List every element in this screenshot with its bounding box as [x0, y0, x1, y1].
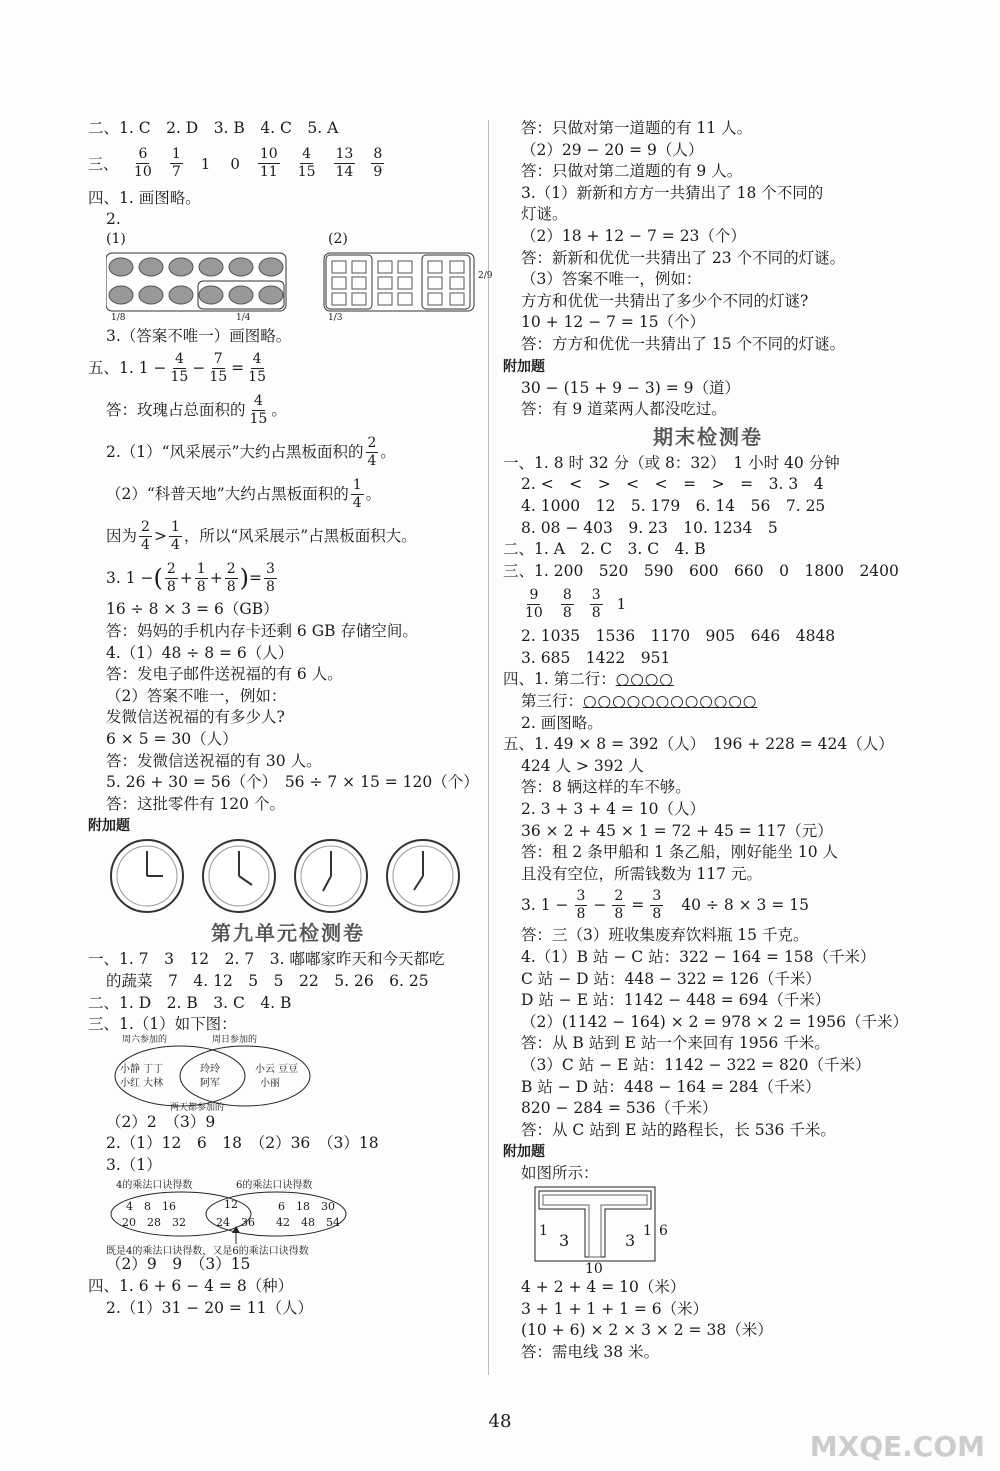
answer-line: 五、1. 49 × 8 = 392（人） 196 + 228 = 424（人） [503, 735, 894, 754]
answer-line: 二、1. A 2. C 3. C 4. B [503, 540, 706, 559]
answer-line: 答：玫瑰占总面积的 $\frac{4}{15}$ 。 [106, 392, 287, 427]
answer-line: 2.（1）12 6 18 （2）36 （3）18 [106, 1134, 379, 1153]
answer-line: 二、1. C 2. D 3. B 4. C 5. A [88, 119, 339, 137]
fraction: $\frac{9}{10}$ [525, 586, 543, 621]
answer-line: 5. 26 + 30 = 56（个） 56 ÷ 7 × 15 = 120（个） [106, 773, 479, 792]
answer-line: 答：这批零件有 120 个。 [106, 794, 285, 813]
section-heading: 附加题 [88, 818, 130, 835]
muffin-cup-diagram [106, 231, 486, 326]
fraction: $\frac{1}{4}$ [352, 476, 362, 511]
answer-line: 6 × 5 = 30（人） [106, 729, 238, 748]
answer-line: 30 − (15 + 9 − 3) = 9（道） [521, 378, 740, 397]
fraction: $\frac{8}{9}$ [373, 146, 383, 181]
answer-line: 四、1. 6 + 6 − 4 = 8（种） [88, 1277, 294, 1296]
fraction: $\frac{4}{15}$ [249, 392, 268, 427]
section-heading: 附加题 [503, 1144, 545, 1161]
answer-line: 8. 08 − 403 9. 23 10. 1234 5 [521, 518, 778, 537]
equation-line: 3. 1 − ( $\frac{2}{8}$ + $\frac{1}{8}$ + $\frac{2}{8}$ ) = $\frac{3}{8}$ [106, 560, 275, 595]
fraction: $\frac{3}{8}$ [266, 560, 275, 595]
fraction-row: $\frac{9}{10}$ $\frac{8}{8}$ $\frac{3}{8}$ 1 [525, 586, 627, 621]
answer-line: 灯谜。 [521, 205, 568, 224]
right-column [503, 118, 913, 1363]
answer-line: 2. < < > < < = > = 3. 3 4 [521, 475, 824, 494]
answer-line: 16 ÷ 8 × 3 = 6（GB） [106, 600, 279, 619]
answer-line: 答：8 辆这样的车不够。 [521, 778, 691, 797]
answer-line: 820 − 284 = 536（千米） [521, 1099, 718, 1118]
fraction: $\frac{2}{8}$ [166, 560, 176, 595]
answer-line: 四、1. 画图略。 [88, 188, 201, 207]
fraction: $\frac{1}{4}$ [170, 518, 180, 553]
answer-line: 答：只做对第二道题的有 9 人。 [521, 162, 743, 181]
answer-line: 2. 3 + 3 + 4 = 10（人） [521, 800, 706, 819]
answer-line: 2. 画图略。 [521, 713, 603, 732]
answer-line: 4.（1）B 站 − C 站：322 − 164 = 158（千米） [521, 948, 876, 966]
answer-line: 答：租 2 条甲船和 1 条乙船，刚好能坐 10 人 [521, 843, 839, 862]
clock-icon [203, 840, 275, 912]
fraction: $\frac{4}{15}$ [170, 350, 189, 385]
fraction: $\frac{1}{8}$ [196, 560, 206, 595]
fraction: $\frac{1}{7}$ [171, 146, 181, 181]
section-heading: 附加题 [503, 358, 545, 375]
answer-line: 3 + 1 + 1 + 1 = 6（米） [521, 1299, 709, 1318]
answer-line: （3）C 站 − E 站：1142 − 322 = 820（千米） [521, 1055, 871, 1074]
answer-line: 3.（答案不唯一）画图略。 [106, 326, 292, 345]
fraction: $\frac{3}{8}$ [576, 887, 586, 922]
answer-line: 424 人 > 392 人 [521, 756, 644, 775]
answer-line: 答：三（3）班收集废弃饮料瓶 15 千克。 [521, 926, 809, 945]
clock-icon [295, 840, 367, 912]
answer-line: 且没有空位，所需钱数为 117 元。 [521, 864, 762, 883]
fraction: $\frac{10}{11}$ [259, 146, 278, 181]
left-column [88, 118, 493, 1319]
answer-line: 答：新新和优优一共猜出了 23 个不同的灯谜。 [521, 248, 846, 267]
fraction: $\frac{2}{4}$ [141, 518, 150, 553]
clock-row [108, 837, 488, 917]
answer-line: 答：只做对第一道题的有 11 人。 [521, 119, 753, 137]
answer-line: （2）29 − 20 = 9（人） [521, 140, 704, 159]
answer-line: 答：发电子邮件送祝福的有 6 人。 [106, 665, 343, 684]
column-divider [488, 120, 489, 1375]
answer-line: （2）“科普天地”大约占黑板面积的 $\frac{1}{4}$ 。 [106, 476, 382, 511]
clock-icon [387, 840, 459, 912]
answer-line: D 站 − E 站：1142 − 448 = 694（千米） [521, 991, 831, 1010]
answer-line: 如图所示： [521, 1164, 599, 1183]
watermark: MXQE.COM [809, 1430, 985, 1463]
clock-icon [111, 840, 183, 912]
section-title: 期末检测卷 [653, 424, 763, 449]
answer-line: C 站 − D 站：448 − 322 = 126（千米） [521, 969, 821, 988]
answer-line: 3. 685 1422 951 [521, 648, 671, 667]
fraction: $\frac{2}{4}$ [367, 434, 377, 469]
answer-line: 一、1. 7 3 12 2. 7 3. 嘟嘟家昨天和今天都吃 [88, 950, 445, 969]
answer-line: （2）2 （3）9 [106, 1112, 216, 1131]
answer-line: 答：需电线 38 米。 [521, 1342, 660, 1361]
answer-line: 答：从 B 站到 E 站一个来回有 1956 千米。 [521, 1034, 830, 1053]
answer-line: 三、1. 200 520 590 600 660 0 1800 2400 [503, 561, 899, 580]
answer-line: 36 × 2 + 45 × 1 = 72 + 45 = 117（元） [521, 821, 833, 840]
equation-line: 3. 1 − $\frac{3}{8}$ − $\frac{2}{8}$ = $\frac{3}{8}$ 40 ÷ 8 × 3 = 15 [521, 887, 809, 922]
answer-line: 答：发微信送祝福的有 30 人。 [106, 751, 322, 770]
fraction: $\frac{13}{14}$ [335, 146, 354, 181]
answer-line: 二、1. D 2. B 3. C 4. B [88, 993, 292, 1012]
answer-line: 3.（1） [106, 1155, 162, 1174]
answer-line: 答：妈妈的手机内存卡还剩 6 GB 存储空间。 [106, 621, 418, 640]
answer-line: 4. 1000 12 5. 179 6. 14 56 7. 25 [521, 496, 826, 515]
answer-line: （2）(1142 − 164) × 2 = 978 × 2 = 1956（千米） [521, 1012, 908, 1031]
equation-line: 五、1. 1 − $\frac{4}{15}$ − $\frac{7}{15}$ = $\frac{4}{15}$ [88, 350, 266, 385]
answer-line: 3.（1）新新和方方一共猜出了 18 个不同的 [521, 183, 824, 202]
clock-faces [108, 837, 468, 915]
answer-line: 4 + 2 + 4 = 10（米） [521, 1277, 686, 1296]
answer-line: 答：从 C 站到 E 站的路程长，长 536 千米。 [521, 1120, 836, 1139]
fraction: $\frac{4}{15}$ [297, 146, 316, 181]
answer-line: 2.（1）31 − 20 = 11（人） [106, 1298, 314, 1317]
answer-line: 四、1. 第二行：○○○○ [503, 670, 674, 689]
answer-line: （3）答案不唯一，例如： [521, 270, 702, 289]
answer-line: 2. [106, 210, 121, 229]
fraction: $\frac{3}{8}$ [652, 887, 662, 922]
answer-line: （2）答案不唯一，例如： [106, 686, 287, 705]
fraction: $\frac{2}{8}$ [614, 887, 624, 922]
answer-line: 方方和优优一共猜出了多少个不同的灯谜? [521, 291, 809, 310]
answer-line: 发微信送祝福的有多少人? [106, 708, 285, 727]
answer-line: 2.（1）“风采展示”大约占黑板面积的 $\frac{2}{4}$ 。 [106, 434, 396, 469]
answer-line: 2. 1035 1536 1170 905 646 4848 [521, 627, 836, 646]
venn-diagram-2: 4的乘法口诀得数 6的乘法口诀得数 4 8 16 20 28 32 12 24 36 6 18 30 42 48 54 既是4的乘法口诀得数，又是6的乘法口诀得数 [106, 1176, 488, 1254]
answer-line: 第三行：○○○○○○○○○○○○ [521, 692, 758, 711]
fraction: $\frac{4}{15}$ [248, 350, 266, 385]
fraction-figure: (1) (2) 1/8 1/4 1/3 2/9 [106, 231, 488, 326]
answer-line: 10 + 12 − 7 = 15（个） [521, 313, 706, 332]
answer-line: 因为 $\frac{2}{4}$ > $\frac{1}{4}$ ，所以“风采展示”占黑板面积大。 [106, 518, 417, 553]
answer-line: 一、1. 8 时 32 分（或 8：32） 1 小时 40 分钟 [503, 453, 840, 472]
fraction: $\frac{3}{8}$ [591, 586, 601, 621]
answer-line: B 站 − D 站：448 − 164 = 284（千米） [521, 1077, 821, 1096]
answer-line: 答：有 9 道菜两人都没吃过。 [521, 400, 727, 419]
wiring-figure: 1 3 3 1 6 10 [533, 1185, 913, 1277]
fraction-row: 三、 $\frac{6}{10}$ $\frac{1}{7}$ 1 0 $\frac{10}{11}$ $\frac{4}{15}$ $\frac{13}{14}$ $\frac{8}{9}$ [88, 146, 383, 181]
answer-line: （2）18 + 12 − 7 = 23（个） [521, 226, 746, 245]
section-title: 第九单元检测卷 [211, 921, 365, 946]
answer-line: （2）9 9 （3）15 [106, 1255, 251, 1274]
fraction: $\frac{6}{10}$ [134, 146, 152, 181]
answer-line: 答：方方和优优一共猜出了 15 个不同的灯谜。 [521, 334, 846, 353]
venn-diagram-1: 周六参加的 周日参加的 小静 丁丁 小红 大林 玲玲 阿军 小云 豆豆 小丽 两天都参加的 [110, 1036, 488, 1112]
answer-line: (10 + 6) × 2 × 3 × 2 = 38（米） [521, 1321, 773, 1340]
page-number: 48 [488, 1411, 512, 1432]
fraction: $\frac{7}{15}$ [209, 350, 228, 385]
fraction: $\frac{2}{8}$ [226, 560, 236, 595]
fraction: $\frac{8}{8}$ [562, 586, 572, 621]
answer-line: 三、1.（1）如下图： [88, 1015, 237, 1034]
answer-line: 的蔬菜 7 4. 12 5 5 22 5. 26 6. 25 [106, 971, 429, 990]
answer-line: 4.（1）48 ÷ 8 = 6（人） [106, 643, 294, 662]
